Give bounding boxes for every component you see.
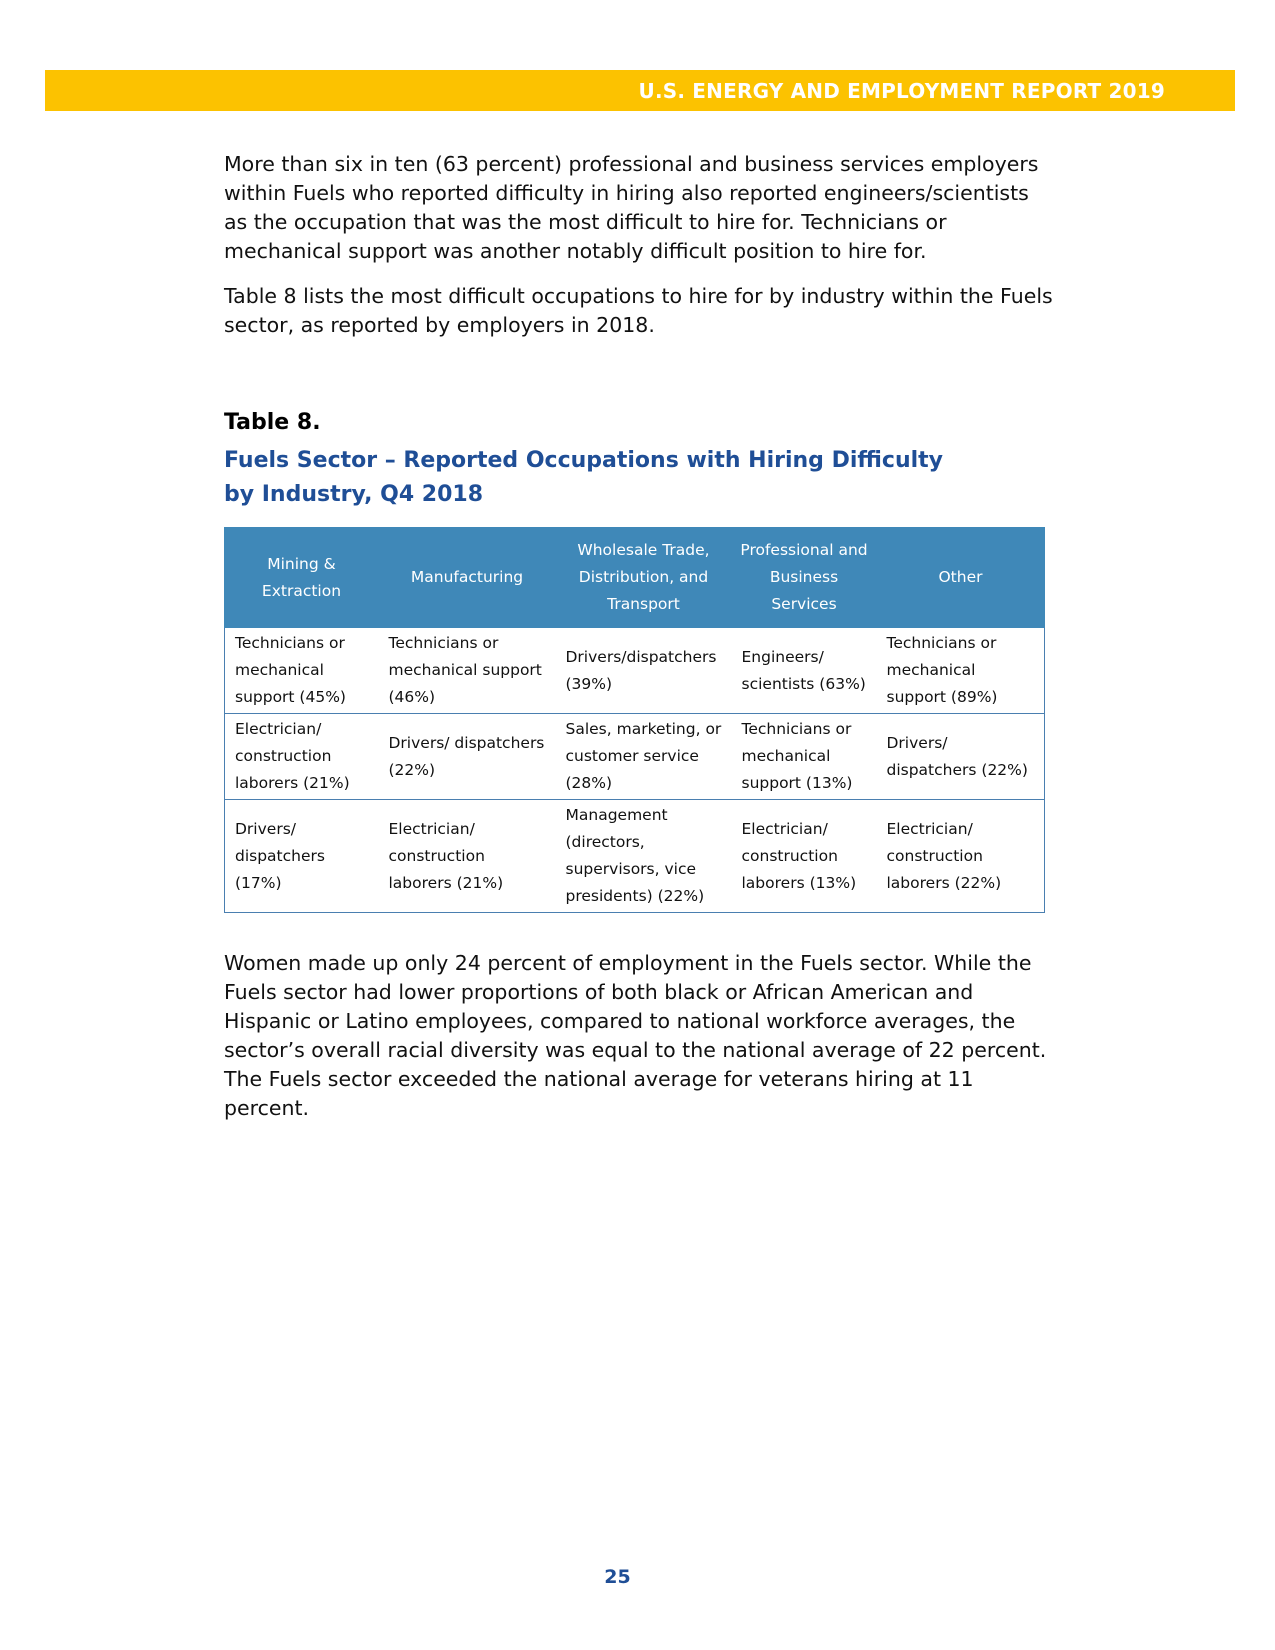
table-cell: Drivers/ dispatchers (22%) xyxy=(877,714,1045,800)
table-row xyxy=(225,714,1045,800)
report-title: U.S. ENERGY AND EMPLOYMENT REPORT 2019 xyxy=(638,79,1165,103)
report-header-bar xyxy=(45,70,1235,111)
table-cell: Drivers/ dispatchers (17%) xyxy=(225,800,379,913)
intro-text xyxy=(224,150,1054,356)
table-row xyxy=(225,628,1045,714)
paragraph-diversity: Women made up only 24 percent of employment in the Fuels sector. While the Fuels sector had lower proportions of both black or African American and Hispanic or Latino employees, compared to national workforce averages, the sector’s overall racial diversity was equal to the national average of 22 percent. The Fuels sector exceeded the national average for veterans hiring at 11 percent. xyxy=(224,951,1047,1120)
table-cell: Electrician/ construction laborers (21%) xyxy=(379,800,556,913)
table-cell: Drivers/ dispatchers (22%) xyxy=(379,714,556,800)
header-professional: Professional and Business Services xyxy=(732,528,877,628)
paragraph-engineers: More than six in ten (63 percent) professional and business services employers within Fuels who reported difficulty in hiring also reported engineers/scientists as the occupation that was the most difficult to hire for. Technicians or mechanical support was another notably difficult position to hire for. xyxy=(224,152,1039,263)
table-cell: Technicians or mechanical support (46%) xyxy=(379,628,556,714)
table-cell: Technicians or mechanical support (13%) xyxy=(732,714,877,800)
table-header-row xyxy=(225,528,1045,628)
table-title: Fuels Sector – Reported Occupations with Hiring Difficulty by Industry, Q4 2018 xyxy=(224,448,944,507)
table-cell: Management (directors, supervisors, vice presidents) (22%) xyxy=(556,800,732,913)
table-cell: Sales, marketing, or customer service (28%) xyxy=(556,714,732,800)
table-cell: Electrician/ construction laborers (22%) xyxy=(877,800,1045,913)
table-cell: Technicians or mechanical support (89%) xyxy=(877,628,1045,714)
closing-text xyxy=(224,949,1054,1139)
page-number: 25 xyxy=(604,1566,631,1588)
occupations-table xyxy=(224,527,1045,913)
table-cell: Engineers/ scientists (63%) xyxy=(732,628,877,714)
table-cell: Electrician/ construction laborers (13%) xyxy=(732,800,877,913)
table-row xyxy=(225,800,1045,913)
table-cell: Technicians or mechanical support (45%) xyxy=(225,628,379,714)
table-label: Table 8. xyxy=(224,410,321,435)
header-manufacturing: Manufacturing xyxy=(379,528,556,628)
header-wholesale: Wholesale Trade, Distribution, and Transport xyxy=(556,528,732,628)
paragraph-table-intro: Table 8 lists the most difficult occupations to hire for by industry within the Fuels sector, as reported by employers in 2018. xyxy=(224,284,1053,337)
table-cell: Drivers/dispatchers (39%) xyxy=(556,628,732,714)
header-mining: Mining & Extraction xyxy=(225,528,379,628)
header-other: Other xyxy=(877,528,1045,628)
table-cell: Electrician/ construction laborers (21%) xyxy=(225,714,379,800)
